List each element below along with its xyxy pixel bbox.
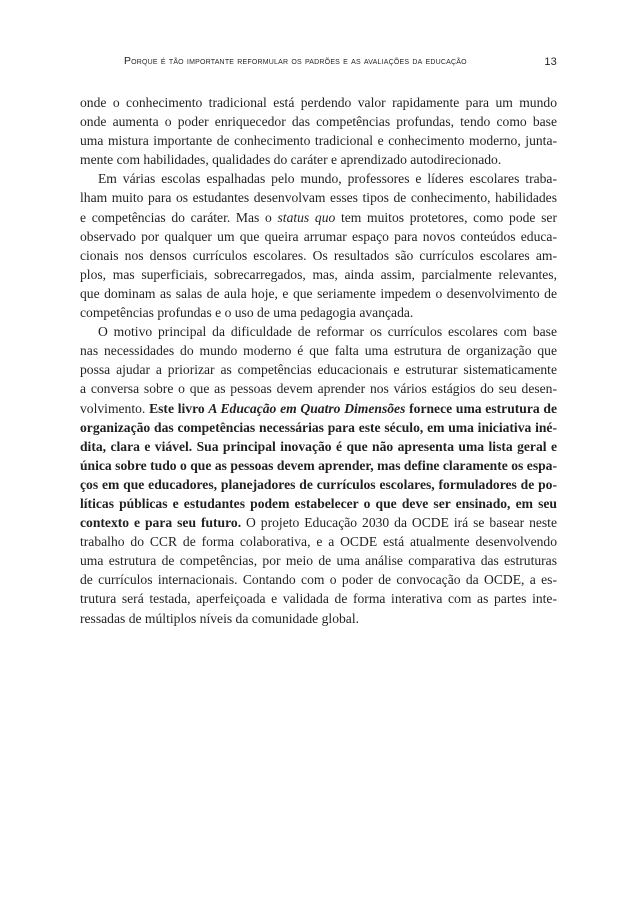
bold-run: contexto e para seu futuro. [80,515,242,531]
text-line: competências profundas e o uso de uma pedagogia avançada. [80,305,414,321]
text-line [80,208,557,227]
text-line: observado por qualquer um que queira arrumar espaço para novos conteúdos educa- [80,228,557,244]
running-head [80,56,557,72]
text-line-bold: dita, clara e viável. Sua principal inovação é que não apresenta uma lista geral e [80,438,557,454]
text-line: trutura será testada, aperfeiçoada e validada de forma interativa com as partes inte- [80,591,557,607]
text-line: ressadas de múltiplos níveis da comunidade global. [80,610,359,626]
text-run: tem muitos protetores, como pode ser [335,209,557,225]
body-text [80,93,557,628]
page-number: 13 [544,56,557,68]
bold-run: fornece uma estrutura de [405,400,557,416]
text-run: e competências do caráter. Mas o [80,209,278,225]
text-line: onde aumenta o poder enriquecedor das competências profundas, tendo como base [80,114,557,130]
text-line-bold: única sobre tudo o que as pessoas devem aprender, mas define claramente os espa- [80,457,557,473]
text-line: cionais nos densos currículos escolares. Os resultados são currículos escolares am- [80,247,557,263]
text-line: plos, mas superficiais, sobrecarregados, mas, ainda assim, parcialmente relevantes, [80,266,557,282]
text-line: a conversa sobre o que as pessoas devem aprender nos vários estágios do seu desen- [80,381,557,397]
text-line: que dominam as salas de aula hoje, e que seriamente impedem o desenvolvimento de [80,285,557,301]
text-line: de currículos internacionais. Contando com o poder de convocação da OCDE, a es- [80,572,557,588]
text-line-bold: líticas públicas e estudantes podem estabelecer o que deve ser ensinado, em seu [80,495,557,511]
text-line-bold: ços em que educadores, planejadores de currículos escolares, formuladores de po- [80,476,557,492]
text-line: nas necessidades do mundo moderno é que falta uma estrutura de organização que [80,343,557,359]
text-line: Em várias escolas espalhadas pelo mundo, professores e líderes escolares traba- [98,171,557,187]
text-line: possa ajudar a priorizar as competências educacionais e estruturar sistematicamente [80,362,557,378]
text-line [80,399,557,418]
text-line: uma estrutura de competências, por meio de uma análise comparativa das estruturas [80,553,557,569]
text-line: mente com habilidades, qualidades do caráter e aprendizado autodirecionado. [80,152,502,168]
text-line [80,513,557,532]
text-line: uma mistura importante de conhecimento tradicional e conhecimento moderno, junta- [80,133,557,149]
text-run: O projeto Educação 2030 da OCDE irá se basear neste [241,515,557,531]
text-line: O motivo principal da dificuldade de reformar os currículos escolares com base [98,324,557,340]
running-head-title: Porque é tão importante reformular os padrões e as avaliações da educação [124,56,467,67]
text-line: onde o conhecimento tradicional está perdendo valor rapidamente para um mundo [80,95,557,110]
text-line: trabalho do CCR de forma colaborativa, e a OCDE está atualmente desenvolvendo [80,534,557,550]
text-line: lham muito para os estudantes desenvolvam esses tipos de conhecimento, habilidades [80,190,557,206]
text-line-bold: organização das competências necessárias para este século, em uma iniciativa iné- [80,419,557,435]
italic-term: status quo [277,209,336,225]
text-run: volvimento. [80,400,150,416]
book-title: A Educação em Quatro Dimensões [208,400,406,416]
bold-run: Este livro [149,400,209,416]
